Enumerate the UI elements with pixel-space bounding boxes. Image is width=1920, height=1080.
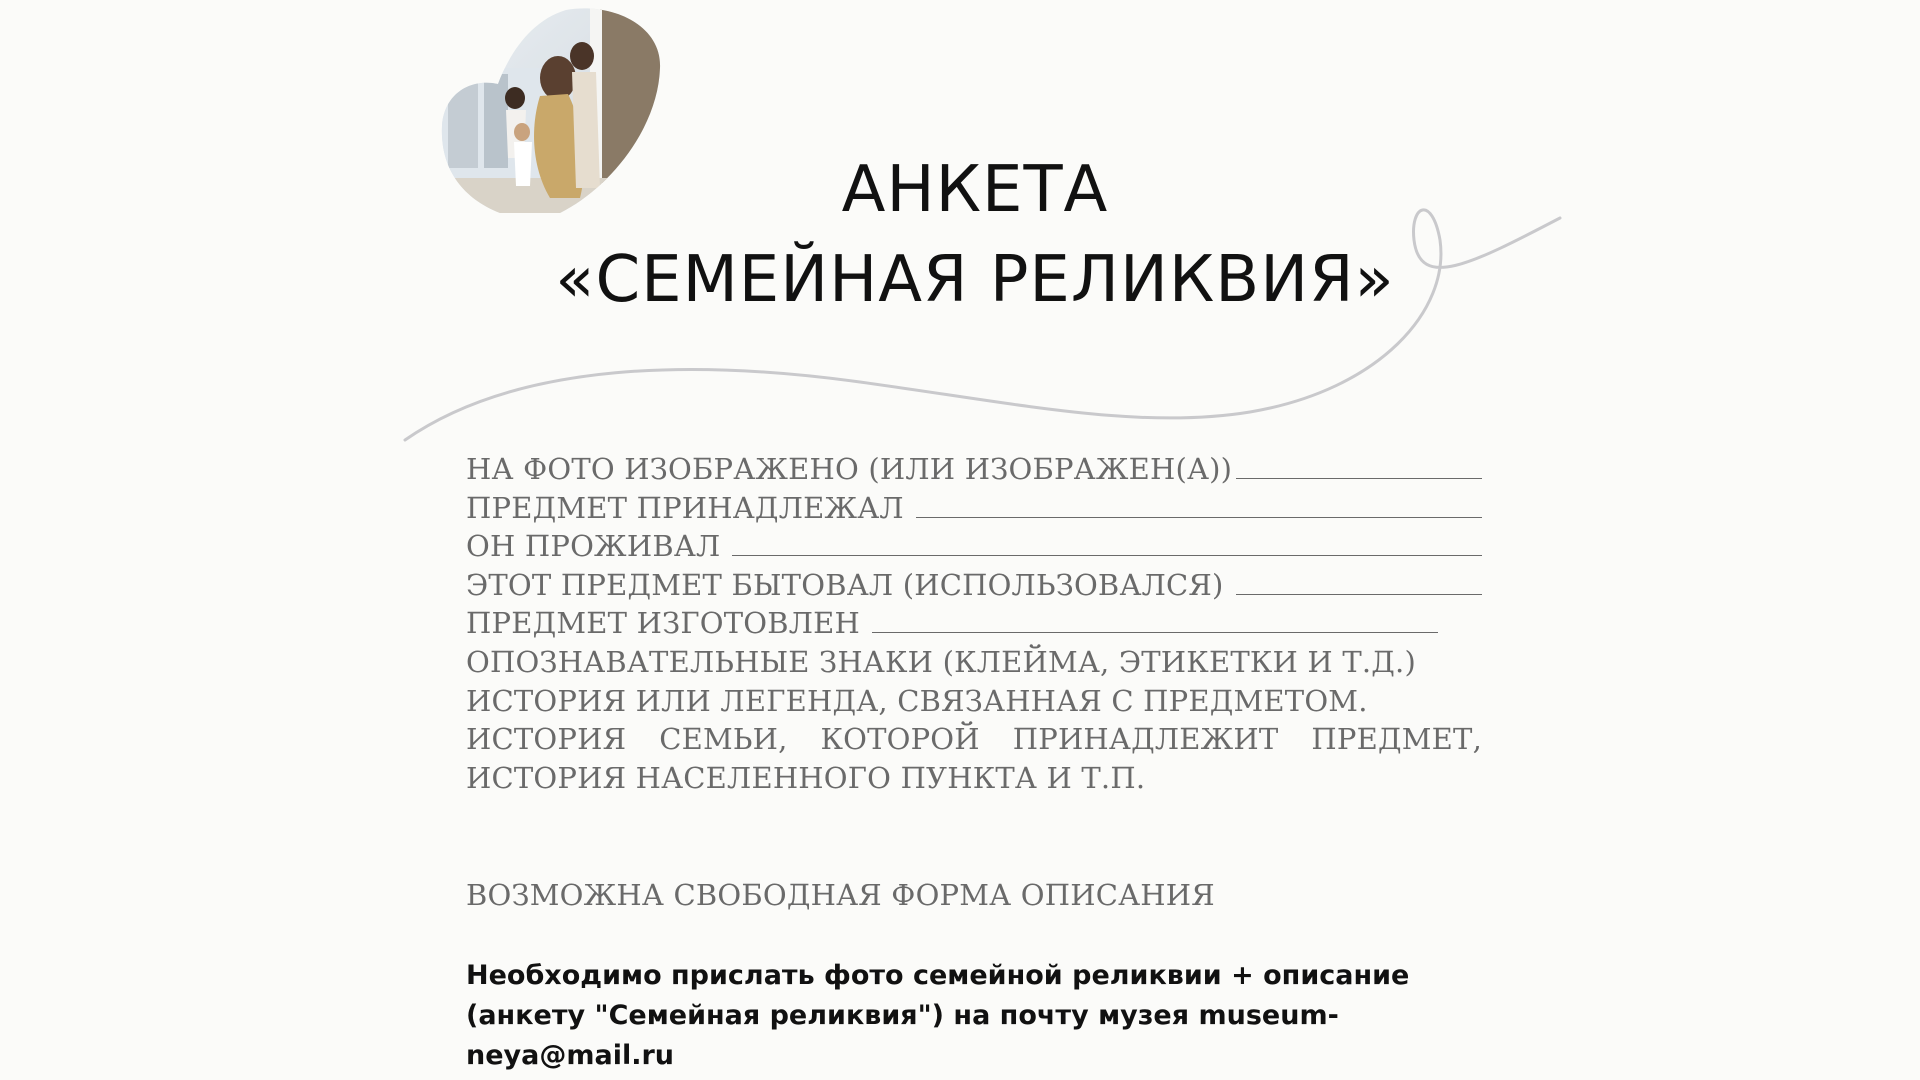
field-depicted	[466, 450, 1482, 489]
field-marks	[466, 643, 1482, 682]
form-title-line2: «СЕМЕЙНАЯ РЕЛИКВИЯ»	[555, 243, 1395, 317]
blank-line	[1236, 567, 1482, 595]
field-label: ИСТОРИЯ ИЛИ ЛЕГЕНДА, СВЯЗАННАЯ С ПРЕДМЕТОМ.	[466, 683, 1368, 718]
submission-instructions: Необходимо прислать фото семейной реликвии + описание (анкету "Семейная реликвия") на почту музея museum-neya@mail.ru	[466, 960, 1410, 1071]
free-form-note: ВОЗМОЖНА СВОБОДНАЯ ФОРМА ОПИСАНИЯ	[466, 878, 1215, 912]
field-label: ПРЕДМЕТ ИЗГОТОВЛЕН	[466, 606, 860, 641]
blank-line	[916, 490, 1482, 518]
field-label: ПРЕДМЕТ ПРИНАДЛЕЖАЛ	[466, 490, 904, 525]
field-label: ИСТОРИЯ СЕМЬИ, КОТОРОЙ ПРИНАДЛЕЖИТ ПРЕДМЕТ, ИСТОРИЯ НАСЕЛЕННОГО ПУНКТА И Т.П.	[466, 722, 1482, 795]
form-title-line1: АНКЕТА	[841, 153, 1109, 227]
blank-line	[1236, 451, 1482, 479]
field-usage	[466, 566, 1482, 605]
field-label: ОПОЗНАВАТЕЛЬНЫЕ ЗНАКИ (КЛЕЙМА, ЭТИКЕТКИ И Т.Д.)	[466, 644, 1416, 679]
field-label: НА ФОТО ИЗОБРАЖЕНО (ИЛИ ИЗОБРАЖЕН(А))	[466, 452, 1233, 486]
field-family-history	[466, 720, 1482, 797]
field-owner	[466, 489, 1482, 528]
blank-line	[732, 528, 1482, 556]
field-label: ОН ПРОЖИВАЛ	[466, 529, 721, 564]
field-legend	[466, 682, 1482, 721]
field-manufactured	[466, 604, 1482, 643]
field-residence	[466, 527, 1482, 566]
questionnaire-fields	[466, 450, 1482, 797]
blank-line	[872, 605, 1438, 633]
field-label: ЭТОТ ПРЕДМЕТ БЫТОВАЛ (ИСПОЛЬЗОВАЛСЯ)	[466, 567, 1224, 602]
